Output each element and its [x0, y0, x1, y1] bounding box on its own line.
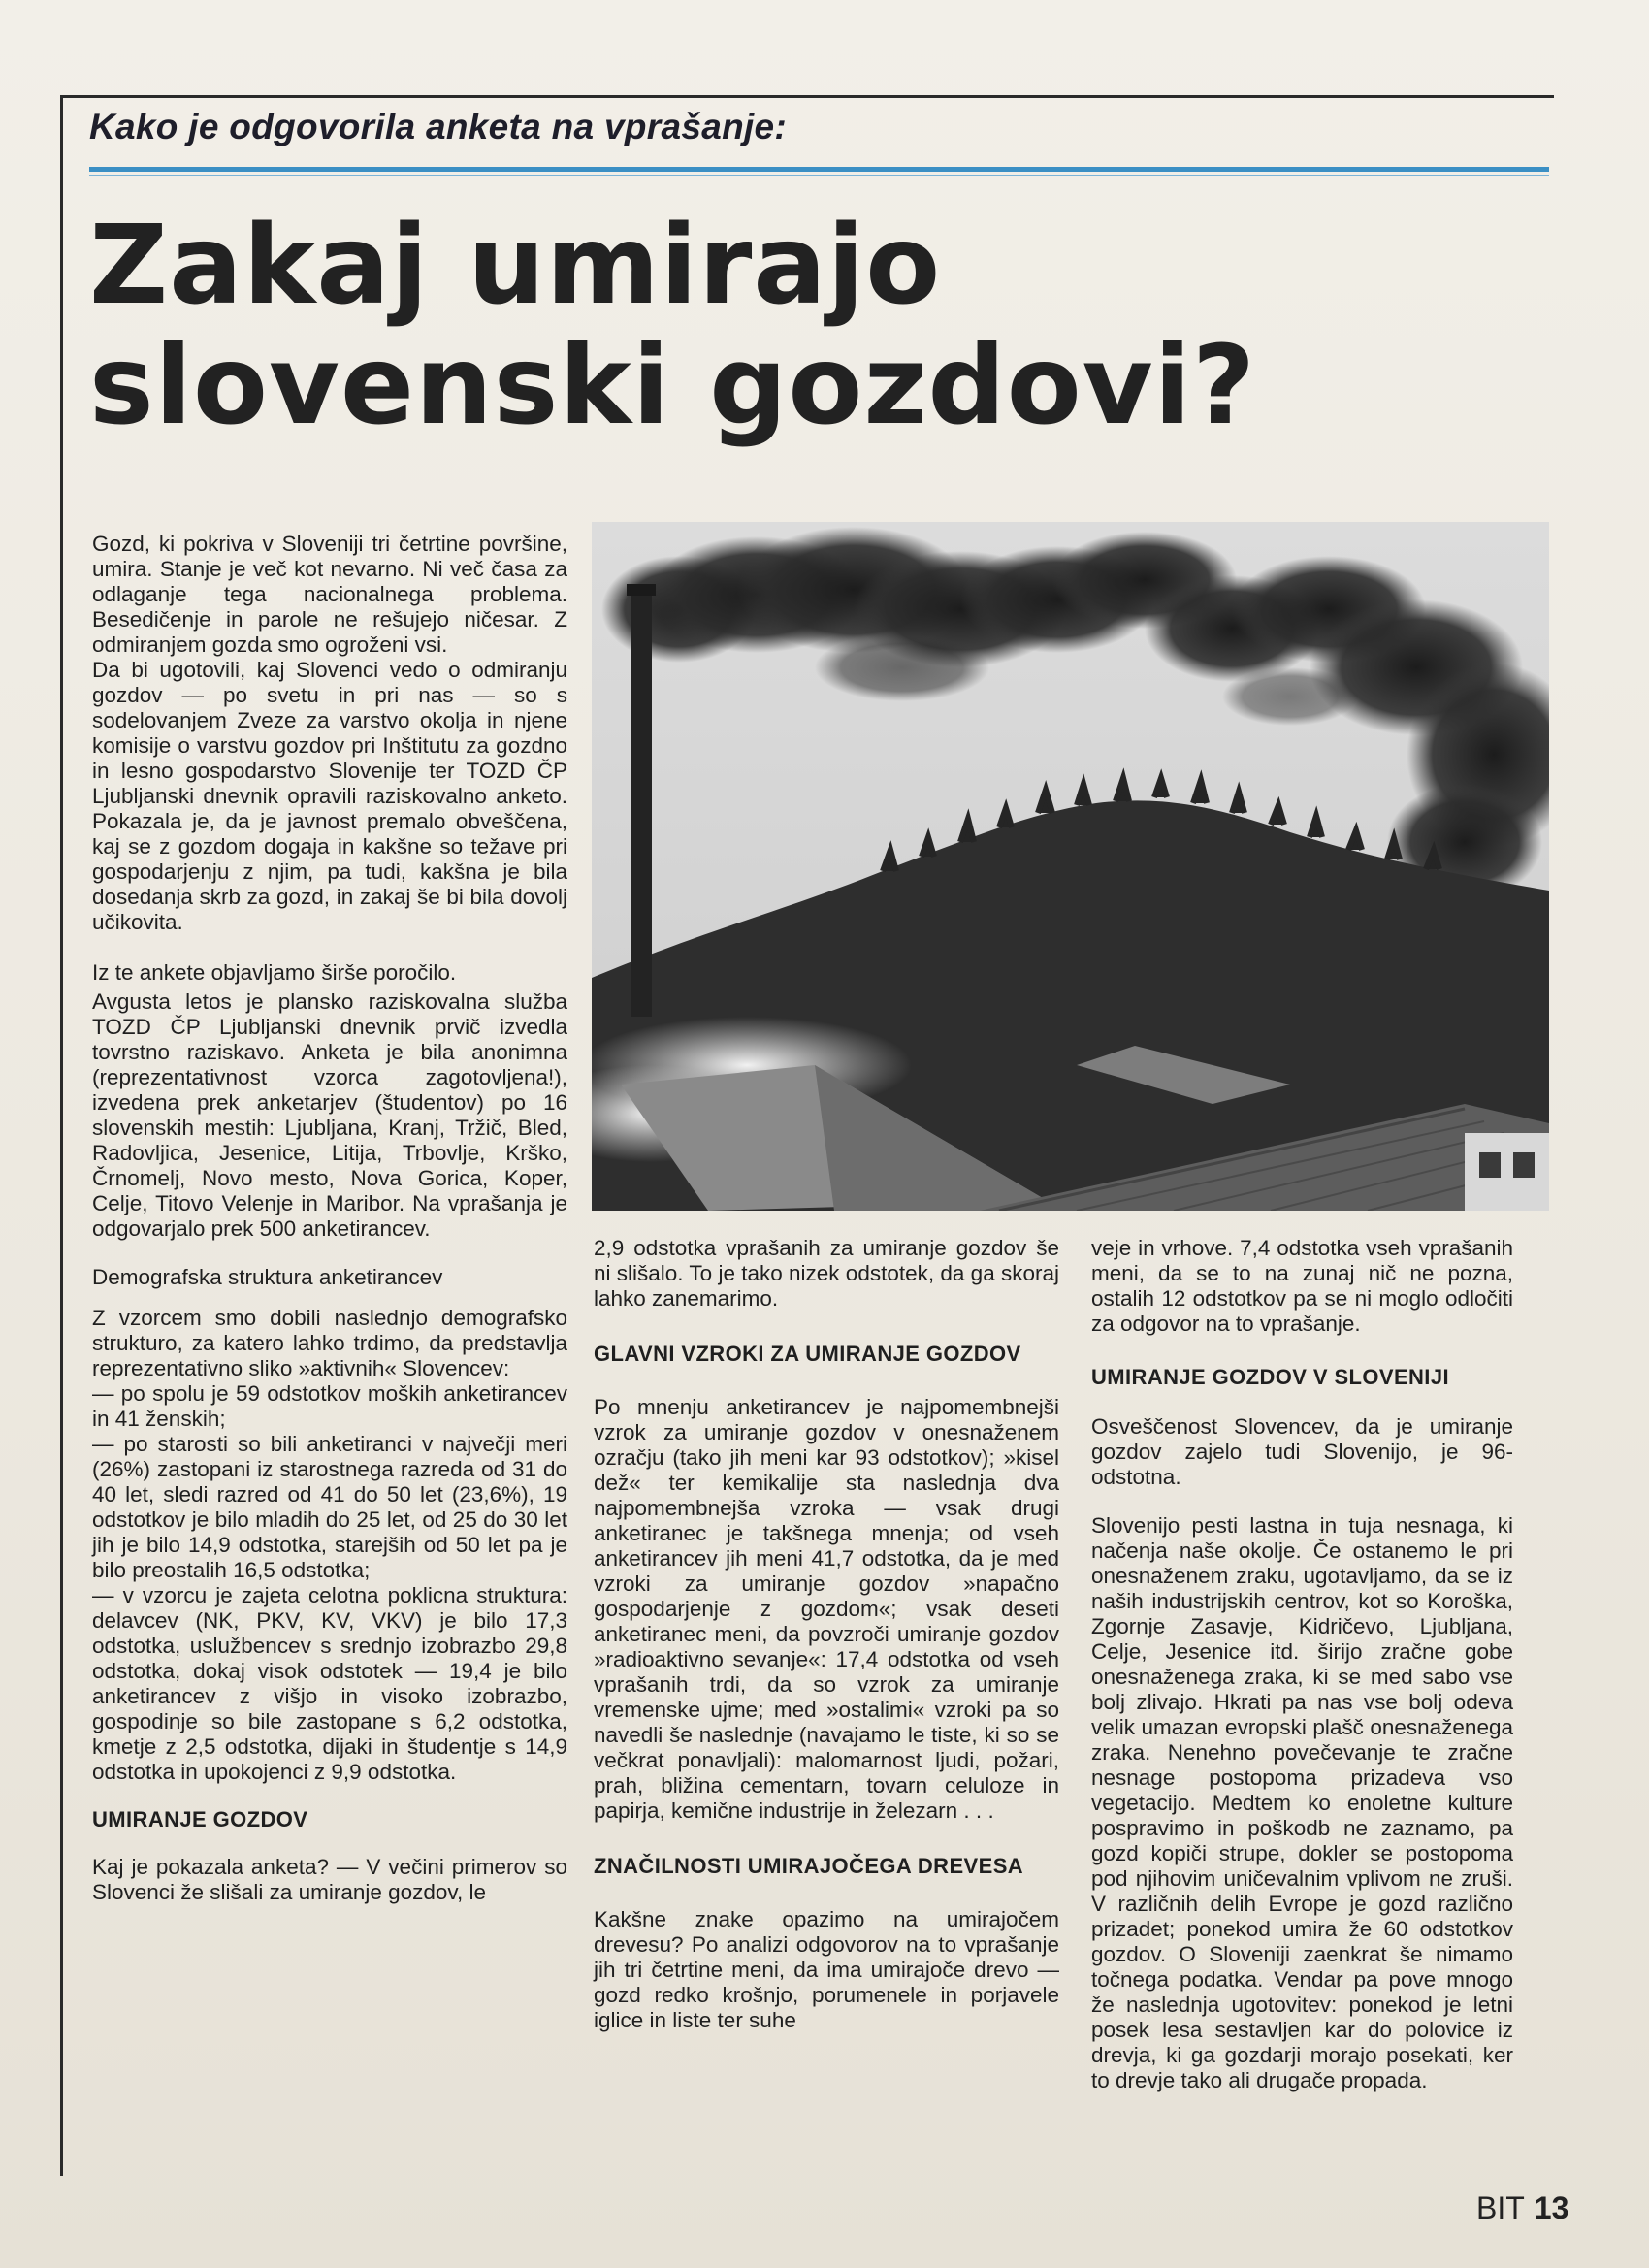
smokestack-photo [592, 522, 1549, 1211]
section-heading-vzroki: GLAVNI VZROKI ZA UMIRANJE GOZDOV [594, 1342, 1021, 1366]
section-heading-slovenija: UMIRANJE GOZDOV V SLOVENIJI [1091, 1365, 1449, 1389]
article-column-1 [92, 532, 567, 1905]
paragraph: Kakšne znake opazimo na umirajočem drevesu? Po analizi odgovorov na to vprašanje jih tri četrtine meni, da ima umirajoče drevo — gozd redko krošnjo, porumenele in porjavele iglice in liste ter suhe [594, 1907, 1059, 2032]
headline-line-2: slovenski gozdovi? [89, 323, 1257, 449]
article-column-3 [1091, 1236, 1513, 2093]
blue-rule-thin [89, 175, 1549, 176]
paragraph: Da bi ugotovili, kaj Slovenci vedo o odmiranju gozdov — po svetu in pri nas — so s sodelovanjem Zveze za varstvo okolja in njene komisije o varstvu gozdov pri Inštitutu za gozdno in lesno gospodarstvo Slovenije ter TOZD ČP Ljubljanski dnevnik opravili raziskovalno anketo. Pokazala je, da je javnost premalo obveščena, kaj se z gozdom dogaja in kakšne so težave pri gospodarjenju z njim, pa tudi, kakšna je bila dosedanja skrb za gozd, in zakaj še bi bila dovolj učikovita. [92, 658, 567, 934]
paragraph: Po mnenju anketirancev je najpomembnejši vzrok za umiranje gozdov v onesnaženem ozračju (tako jih meni kar 93 odstotkov); »kisel dež« ter kemikalije sta naslednja dva najpomembnejša vzroka — vsak drugi anketiranec je takšnega mnenja; od vseh anketirancev jih meni 41,7 odstotka, da je med vzroki za umiranje gozdov »napačno gospodarjenje z gozdom«; vsak deseti anketiranec meni, da povzroči umiranje gozdov »radioaktivno sevanje«: 17,4 odstotka od vseh vprašanih trdi, da so vzrok za umiranje vremenske ujme; med »ostalimi« vzroki pa so navedli še naslednje (navajamo le tiste, ki so se večkrat ponavljali): malomarnost ljudi, požari, prah, bližina cementarn, tovarn celuloze in papirja, kemične industrije in železarn . . . [594, 1395, 1059, 1823]
paragraph: veje in vrhove. 7,4 odstotka vseh vprašanih meni, da se to na zunaj nič ne pozna, ostalih 12 odstotkov pa se ni moglo odločiti za odgovor na to vprašanje. [1091, 1236, 1513, 1336]
paragraph: Kaj je pokazala anketa? — V večini primerov so Slovenci že slišali za umiranje gozdov, le [92, 1855, 567, 1904]
kicker: Kako je odgovorila anketa na vprašanje: [89, 107, 788, 146]
bullet-item: — po spolu je 59 odstotkov moških anketirancev in 41 ženskih; [92, 1381, 567, 1431]
section-heading-umiranje: UMIRANJE GOZDOV [92, 1807, 308, 1831]
magazine-name: BIT [1476, 2190, 1525, 2225]
paragraph: Iz te ankete objavljamo širše poročilo. [92, 960, 457, 985]
paragraph: Avgusta letos je plansko raziskovalna služba TOZD ČP Ljubljanski dnevnik prvič izvedla tovrstno raziskavo. Anketa je bila anonimna (reprezentativnost vzorca zagotovljena!), izvedena prek anketarjev (študentov) po 16 slovenskih mestih: Ljubljana, Kranj, Tržič, Bled, Radovljica, Jesenice, Litija, Trbovlje, Krško, Črnomelj, Novo mesto, Nova Gorica, Koper, Celje, Titovo Velenje in Maribor. Na vprašanja je odgovarjalo prek 500 anketirancev. [92, 989, 567, 1241]
paragraph: 2,9 odstotka vprašanih za umiranje gozdov še ni slišalo. To je tako nizek odstotek, da ga skoraj lahko zanemarimo. [594, 1236, 1059, 1311]
bullet-item: — po starosti so bili anketiranci v največji meri (26%) zastopani iz starostnega razreda od 31 do 40 let, sledi razred od 41 do 50 let (23,6%), 19 odstotkov je bilo mladih do 25 let, od 25 do 30 let jih je bilo 14,9 odstotka, starejših od 50 let pa je bilo preostalih 16,5 odstotka; [92, 1432, 567, 1582]
headline-line-1: Zakaj umirajo [89, 203, 942, 329]
page-number: 13 [1534, 2190, 1569, 2225]
subheading-demografska: Demografska struktura anketirancev [92, 1265, 443, 1289]
frame-top-border [60, 95, 1554, 98]
page-folio [1476, 2190, 1568, 2226]
smokestack-photo-image [592, 522, 1549, 1211]
chimney [630, 590, 652, 1017]
paragraph: Osveščenost Slovencev, da je umiranje gozdov zajelo tudi Slovenijo, je 96-odstotna. [1091, 1414, 1513, 1489]
section-heading-znacilnosti: ZNAČILNOSTI UMIRAJOČEGA DREVESA [594, 1854, 1024, 1878]
article-column-2 [594, 1236, 1059, 2033]
paragraph: Z vzorcem smo dobili naslednjo demografsko strukturo, za katero lahko trdimo, da predstavlja reprezentativno sliko »aktivnih« Slovencev: [92, 1306, 567, 1380]
paragraph: Slovenijo pesti lastna in tuja nesnaga, ki načenja naše okolje. Če ostanemo le pri onesnaženem zraku, ugotavljamo, da se iz naših industrijskih centrov, kot so Koroška, Zgornje Zasavje, Kidričevo, Ljubljana, Celje, Jesenice itd. širijo zračne gobe onesnaženega zraka, ki se med sabo vse bolj zlivajo. Hkrati pa nas vse bolj odeva velik umazan evropski plašč onesnaženega zraka. Nenehno povečevanje te zračne nesnage postopoma prizadeva vso vegetacijo. Medtem ko enoletne kulture pospravimo in poškodb ne zaznamo, pa gozd kopiči strupe, dokler se postopoma pod njihovim uničevalnim vplivom ne zruši. V različnih delih Evrope je gozd različno prizadet; ponekod umira že 60 odstotkov gozdov. O Sloveniji zaenkrat še nimamo točnega podatka. Vendar pa pove mnogo že naslednja ugotovitev: ponekod je letni posek lesa sestavljen kar do polovice iz drevja, ki ga gozdarji morajo posekati, ker to drevje tako ali drugače propada. [1091, 1513, 1513, 2092]
headline [89, 203, 1544, 449]
frame-left-border [60, 95, 63, 2176]
blue-rule [89, 167, 1549, 172]
intro-paragraph: Gozd, ki pokriva v Sloveniji tri četrtine površine, umira. Stanje je več kot nevarno. Ni več časa za odlaganje tega nacionalnega problema. Besedičenje in parole ne rešujejo ničesar. Z odmiranjem gozda smo ogroženi vsi. [92, 532, 567, 657]
bullet-item: — v vzorcu je zajeta celotna poklicna struktura: delavcev (NK, PKV, KV, VKV) je bilo 17,3 odstotka, uslužbencev s srednjo izobrazbo 29,8 odstotka, dokaj visok odstotek — 19,4 je bilo anketirancev z višjo in visoko izobrazbo, gospodinje so bile zastopane s 6,2 odstotka, kmetje z 2,5 odstotka, dijaki in študentje s 14,9 odstotka in upokojenci z 9,9 odstotka. [92, 1583, 567, 1784]
